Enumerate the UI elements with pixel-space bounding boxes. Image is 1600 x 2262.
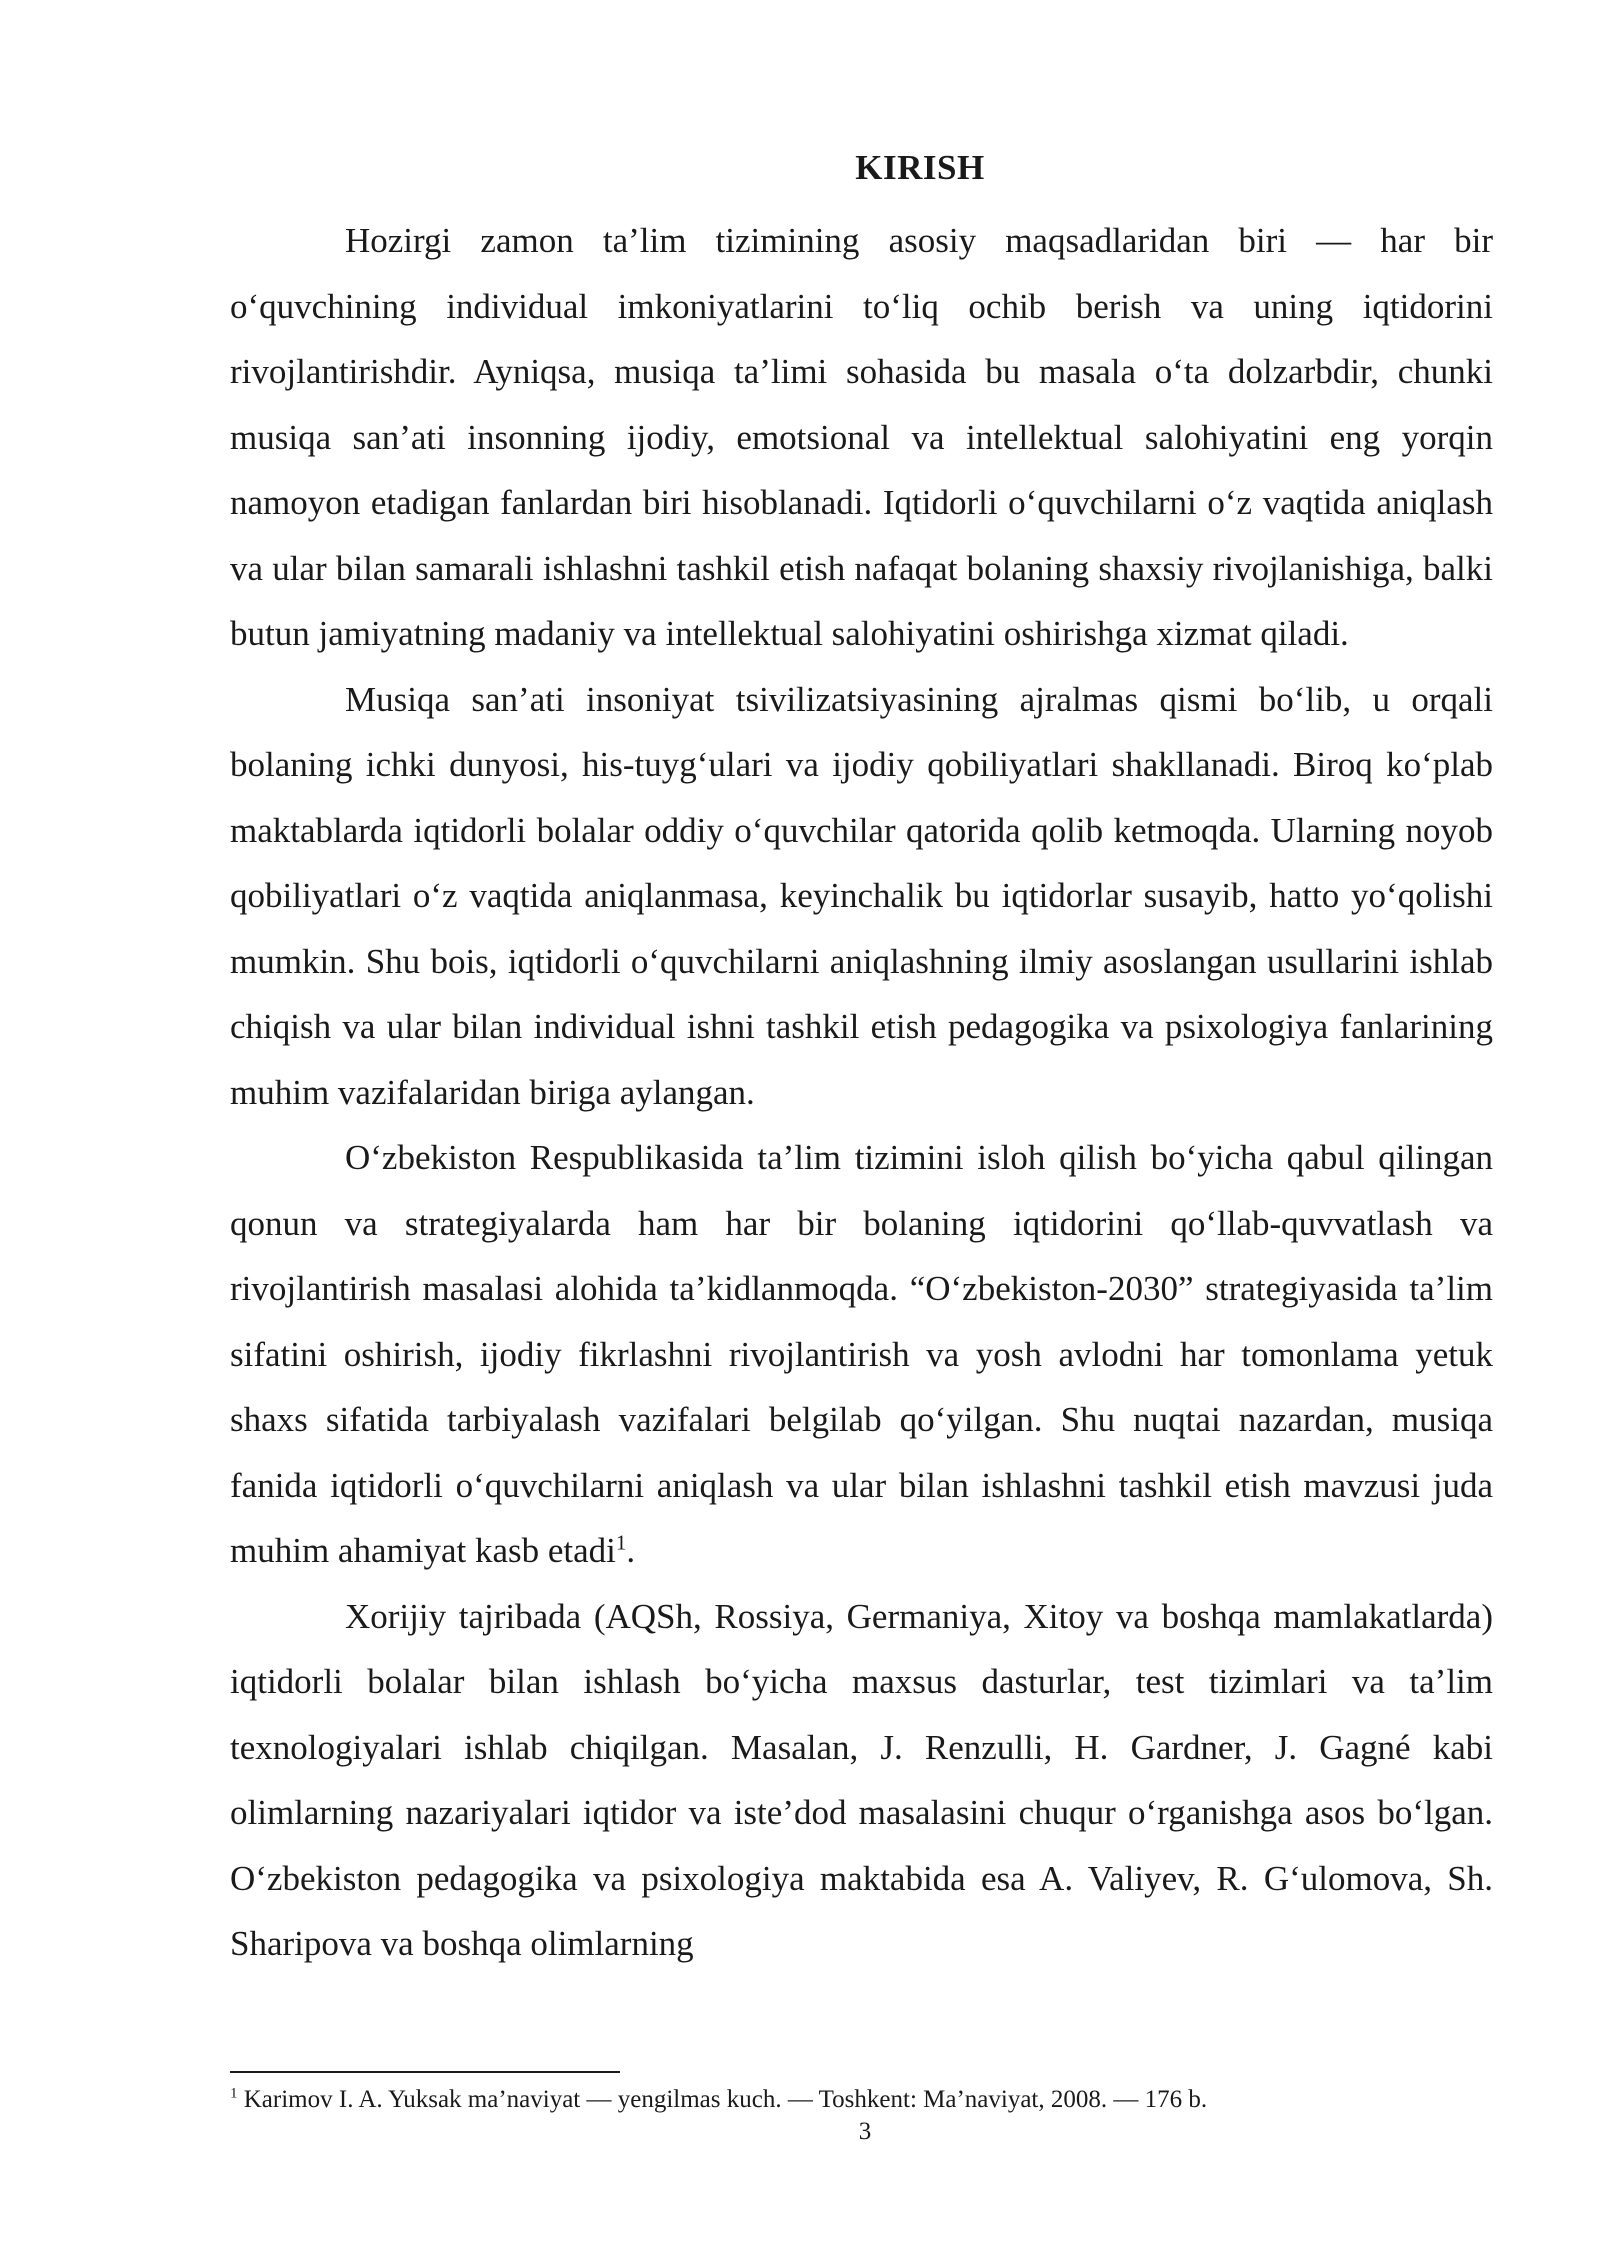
footnote-marker: 1 bbox=[230, 2085, 238, 2102]
body-text bbox=[230, 208, 1493, 1977]
paragraph-3 bbox=[230, 1125, 1493, 1584]
paragraph-3-end: . bbox=[626, 1531, 636, 1570]
footnote-text: Karimov I. A. Yuksak ma’naviyat — yengilmas kuch. — Toshkent: Ma’naviyat, 2008. — 176 b. bbox=[243, 2086, 1208, 2113]
paragraph-4: Xorijiy tajribada (AQSh, Rossiya, Germaniya, Xitoy va boshqa mamlakatlarda) iqtidorli bolalar bilan ishlash bo‘yicha maxsus dasturlar, test tizimlari va ta’lim texnologiyalari ishlab chiqilgan. Masalan, J. Renzulli, H. Gardner, J. Gagné kabi olimlarning nazariyalari iqtidor va iste’dod masalasini chuqur o‘rganishga asos bo‘lgan. O‘zbekiston pedagogika va psixologiya maktabida esa A. Valiyev, R. G‘ulomova, Sh. Sharipova va boshqa olimlarning bbox=[230, 1596, 1493, 1963]
page-number: 3 bbox=[858, 2118, 872, 2145]
paragraph-2: Musiqa san’ati insoniyat tsivilizatsiyasining ajralmas qismi bo‘lib, u orqali bolaning ichki dunyosi, his-tuyg‘ulari va ijodiy qobiliyatlari shakllanadi. Biroq ko‘plab maktablarda iqtidorli bolalar oddiy o‘quvchilar qatorida qolib ketmoqda. Ularning noyob qobiliyatlari o‘z vaqtida aniqlanmasa, keyinchalik bu iqtidorlar susayib, hatto yo‘qolishi mumkin. Shu bois, iqtidorli o‘quvchilarni aniqlashning ilmiy asoslangan usullarini ishlab chiqish va ular bilan individual ishni tashkil etish pedagogika va psixologiya fanlarining muhim vazifalaridan biriga aylangan. bbox=[230, 679, 1493, 1112]
paragraph-3-text: O‘zbekiston Respublikasida ta’lim tizimini isloh qilish bo‘yicha qabul qilingan qonun va strategiyalarda ham har bir bolaning iqtidorini qo‘llab-quvvatlash va rivojlantirish masalasi alohida ta’kidlanmoqda. “O‘zbekiston-2030” strategiyasida ta’lim sifatini oshirish, ijodiy fikrlashni rivojlantirish va yosh avlodni har tomonlama yetuk shaxs sifatida tarbiyalash vazifalari belgilab qo‘yilgan. Shu nuqtai nazardan, musiqa fanida iqtidorli o‘quvchilarni aniqlash va ular bilan ishlashni tashkil etish mavzusi juda muhim ahamiyat kasb etadi bbox=[230, 1138, 1493, 1570]
footnote-separator bbox=[230, 2071, 620, 2073]
paragraph-1: Hozirgi zamon ta’lim tizimining asosiy maqsadlaridan biri — har bir o‘quvchining individual imkoniyatlarini to‘liq ochib berish va uning iqtidorini rivojlantirishdir. Ayniqsa, musiqa ta’limi sohasida bu masala o‘ta dolzarbdir, chunki musiqa san’ati insonning ijodiy, emotsional va intellektual salohiyatini eng yorqin namoyon etadigan fanlardan biri hisoblanadi. Iqtidorli o‘quvchilarni o‘z vaqtida aniqlash va ular bilan samarali ishlashni tashkil etish nafaqat bolaning shaxsiy rivojlanishiga, balki butun jamiyatning madaniy va intellektual salohiyatini oshirishga xizmat qiladi. bbox=[230, 221, 1493, 653]
footnote-reference[interactable]: 1 bbox=[615, 1530, 627, 1555]
section-heading: KIRISH bbox=[855, 148, 985, 187]
footnote bbox=[230, 2083, 1493, 2117]
